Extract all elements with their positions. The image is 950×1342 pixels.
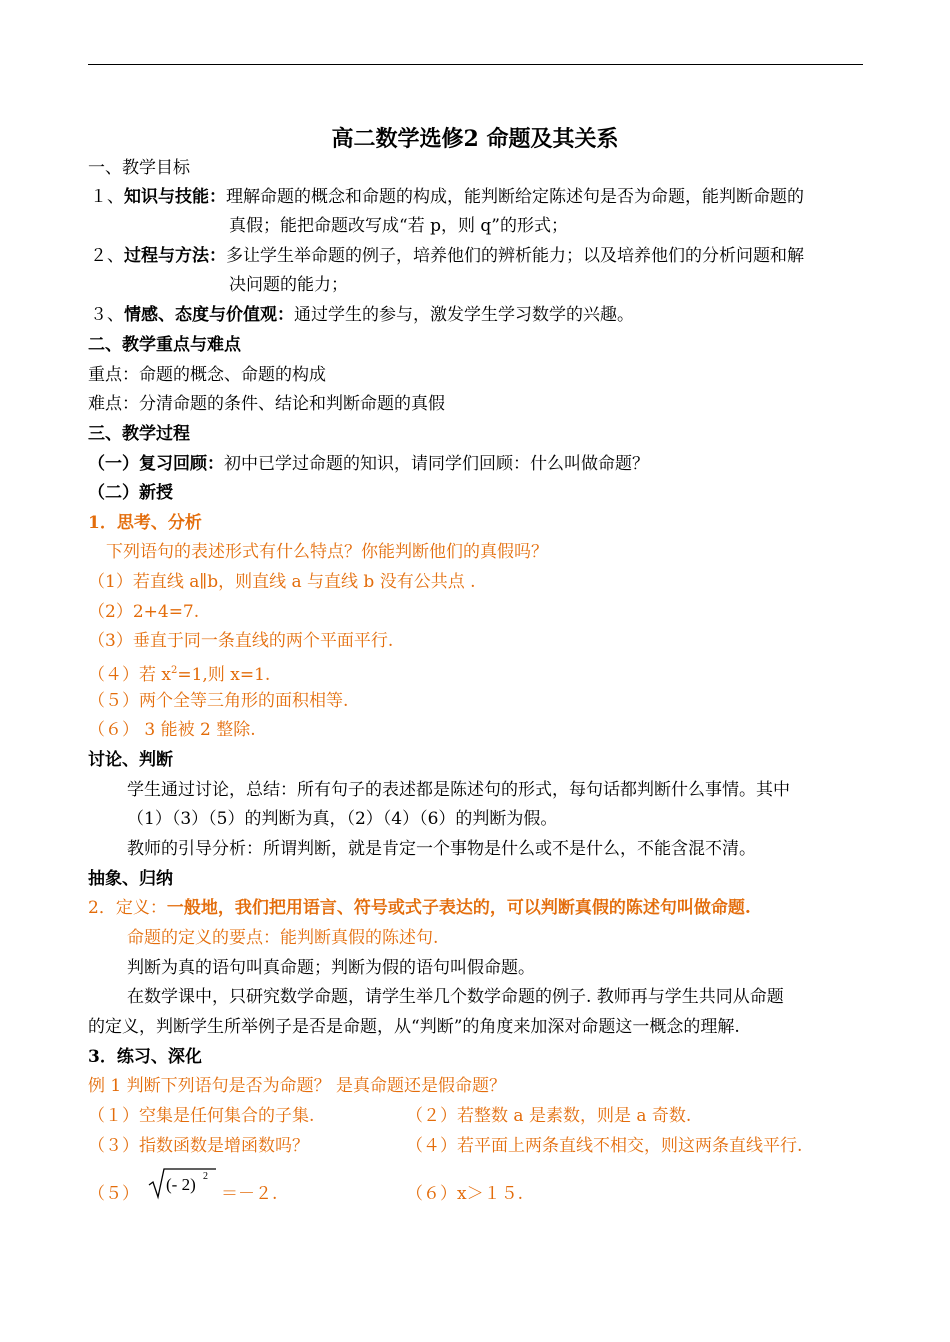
definition: [88, 897, 751, 919]
new-lesson-heading: （二）新授: [88, 483, 173, 503]
goal-2-continued: 决问题的能力；: [229, 275, 348, 295]
page-title: 高二数学选修2 命题及其关系: [331, 126, 619, 152]
goal-1-label: 知识与技能：: [124, 187, 226, 207]
goal-3-label: 情感、态度与价值观：: [124, 305, 294, 325]
statement-4-a: （４）若 x: [88, 665, 171, 685]
section-3-heading: 三、教学过程: [88, 424, 190, 444]
difficult-point: 难点：分清命题的条件、结论和判断命题的真假: [88, 394, 445, 414]
goal-3-prefix: ３、: [90, 305, 124, 325]
section-2-heading: 二、教学重点与难点: [88, 335, 241, 355]
goal-1-continued: 真假；能把命题改写成“若 p，则 q”的形式；: [229, 216, 568, 236]
definition-prefix: 2．定义：: [88, 898, 167, 918]
goal-3-text: 通过学生的参与，激发学生学习数学的兴趣。: [294, 305, 634, 325]
example-1-title: 例 1 判断下列语句是否为命题？ 是真命题还是假命题？: [88, 1076, 507, 1096]
discuss-text-2: （1）（3）（5）的判断为真，（2）（4）（6）的判断为假。: [127, 809, 558, 829]
statement-2: （2）2+4=7.: [88, 602, 200, 622]
example-item-2: （２）若整数 a 是素数，则是 a 奇数.: [406, 1106, 692, 1126]
statement-6: （６） 3 能被 2 整除.: [88, 720, 256, 740]
discuss-heading: 讨论、判断: [88, 750, 173, 770]
think-heading: 1．思考、分析: [88, 513, 202, 533]
goal-1: [90, 186, 804, 208]
example-item-5-prefix: （５）: [88, 1184, 139, 1204]
goal-2-prefix: ２、: [90, 246, 124, 266]
header-rule: [88, 64, 863, 65]
sqrt-expression: [148, 1166, 218, 1200]
goal-1-prefix: １、: [90, 187, 124, 207]
key-point: 重点：命题的概念、命题的构成: [88, 365, 326, 385]
review: [88, 453, 649, 475]
practice-heading: 3．练习、深化: [88, 1047, 202, 1067]
statement-1: （1）若直线 a∥b，则直线 a 与直线 b 没有公共点 .: [88, 572, 476, 592]
statement-4-exponent: 2: [171, 665, 178, 676]
statement-4-b: =1,则 x=1.: [177, 665, 271, 685]
goal-1-text: 理解命题的概念和命题的构成，能判断给定陈述句是否为命题，能判断命题的: [226, 187, 804, 207]
goal-2-label: 过程与方法：: [124, 246, 226, 266]
statement-4: [88, 660, 270, 686]
class-activity-2: 的定义，判断学生所举例子是否是命题，从“判断”的角度来加深对命题这一概念的理解.: [88, 1017, 740, 1037]
think-question: 下列语句的表述形式有什么特点？你能判断他们的真假吗？: [106, 542, 548, 562]
definition-point: 命题的定义的要点：能判断真假的陈述句.: [127, 928, 439, 948]
class-activity-1: 在数学课中，只研究数学命题，请学生举几个数学命题的例子. 教师再与学生共同从命题: [127, 987, 784, 1007]
example-item-1: （１）空集是任何集合的子集.: [88, 1106, 315, 1126]
radicand-exponent: 2: [203, 1171, 208, 1182]
review-text: 初中已学过命题的知识，请同学们回顾：什么叫做命题？: [224, 454, 649, 474]
abstract-heading: 抽象、归纳: [88, 869, 173, 889]
section-1-heading: 一、教学目标: [88, 158, 190, 178]
example-item-4: （４）若平面上两条直线不相交，则这两条直线平行.: [406, 1136, 803, 1156]
goal-2: [90, 245, 804, 267]
statement-3: （3）垂直于同一条直线的两个平面平行.: [88, 631, 394, 651]
statement-5: （５）两个全等三角形的面积相等.: [88, 691, 349, 711]
definition-text: 一般地，我们把用语言、符号或式子表达的，可以判断真假的陈述句叫做命题.: [166, 898, 751, 918]
radicand: (- 2): [166, 1175, 196, 1194]
review-label: （一）复习回顾：: [88, 454, 224, 474]
example-item-5-rhs: ＝－２.: [221, 1184, 278, 1204]
true-false-definition: 判断为真的语句叫真命题；判断为假的语句叫假命题。: [127, 958, 535, 978]
example-item-3: （３）指数函数是增函数吗？: [88, 1136, 309, 1156]
goal-3: [90, 304, 634, 326]
goal-2-text: 多让学生举命题的例子，培养他们的辨析能力；以及培养他们的分析问题和解: [226, 246, 804, 266]
discuss-text-1: 学生通过讨论，总结：所有句子的表述都是陈述句的形式，每句话都判断什么事情。其中: [127, 780, 790, 800]
discuss-text-3: 教师的引导分析：所谓判断，就是肯定一个事物是什么或不是什么，不能含混不清。: [127, 839, 756, 859]
example-item-6: （６）x＞１５.: [406, 1184, 523, 1204]
